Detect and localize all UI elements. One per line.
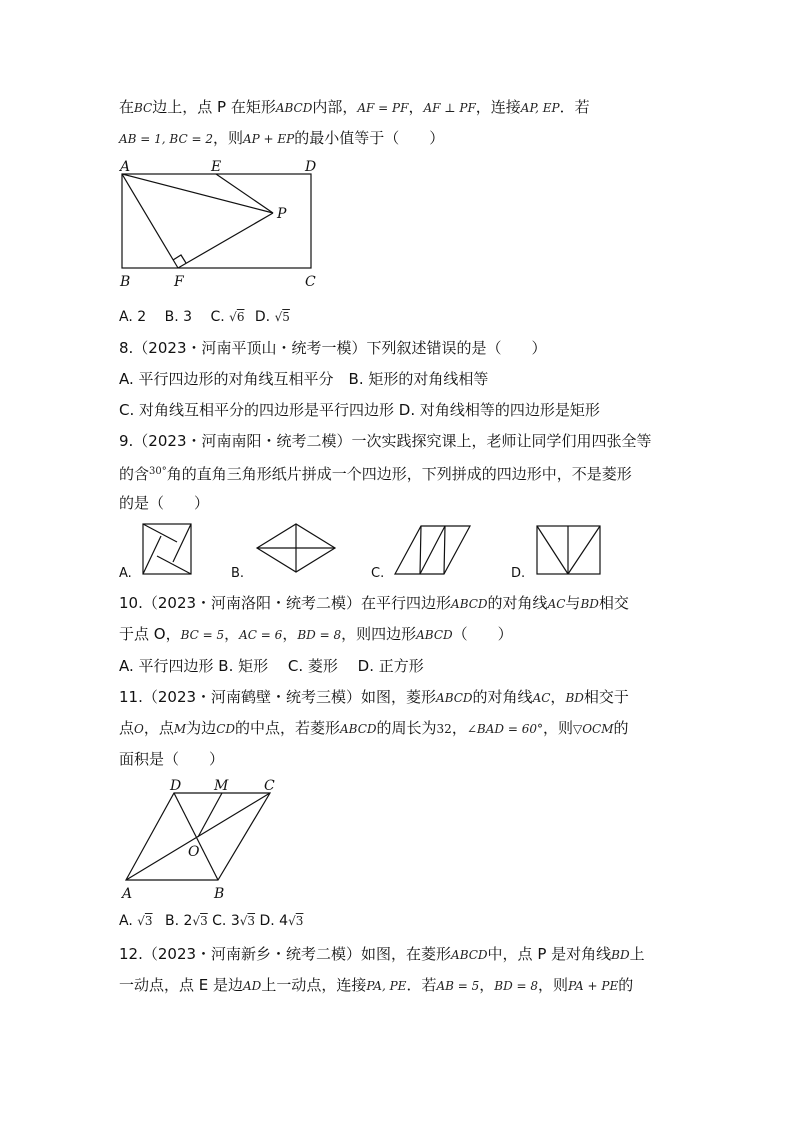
text: 为边: [186, 719, 217, 737]
label-p: P: [277, 206, 287, 222]
option-a-value: √3: [137, 914, 153, 928]
option-b: B. 2: [164, 913, 193, 929]
radicand: 5: [282, 310, 290, 324]
text: 12.（2023・河南新乡・统考二模）如图，在菱形: [119, 945, 452, 963]
math: AP + EP: [243, 132, 295, 146]
option-a: A.: [119, 913, 133, 929]
segment-af: [122, 174, 178, 268]
text: 的周长为: [376, 719, 437, 737]
text: ，: [451, 719, 467, 737]
text: 上一动点，连接: [261, 976, 367, 994]
math: ABCD: [451, 597, 488, 611]
text: ．若: [406, 976, 437, 994]
q10-stem-line-1: [119, 592, 679, 615]
math: ABCD: [436, 691, 473, 705]
q9-stem-line-1: 9.（2023・河南南阳・统考二模）一次实践探究课上，老师让同学们用四张全等: [119, 432, 652, 450]
figure-a-square-pinwheel: [143, 524, 191, 574]
text: 边上，点 P 在矩形: [152, 98, 276, 116]
math: AC: [547, 597, 566, 611]
label-a: A: [120, 159, 131, 175]
q11-rhombus-figure: [112, 776, 292, 904]
option-a: A. 2: [119, 309, 147, 325]
option-b: B. 3: [164, 309, 193, 325]
segment-ep: [216, 174, 273, 213]
label-m: M: [214, 778, 229, 794]
label-d: D: [305, 159, 317, 175]
math: ABCD: [451, 948, 488, 962]
q7-stem-line-1: [119, 96, 679, 119]
text: ，: [479, 976, 495, 994]
math: PA + PE: [568, 979, 619, 993]
text: ，则: [538, 976, 569, 994]
option-c: C. 3: [212, 913, 240, 929]
text: ，则四边形: [341, 625, 417, 643]
q7-options: [119, 307, 290, 327]
text: ，: [282, 625, 298, 643]
text: 11.（2023・河南鹤壁・统考三模）如图，菱形: [119, 688, 437, 706]
figure-d-rectangle: [537, 526, 600, 574]
radicand: 3: [200, 914, 208, 928]
option-c-value: √3: [239, 914, 256, 928]
label-d: D: [170, 778, 182, 794]
math: BC: [134, 101, 153, 115]
segment-ap: [122, 174, 273, 213]
math: BD: [580, 597, 599, 611]
math: ABCD: [275, 101, 313, 115]
math: PA, PE: [366, 979, 407, 993]
angle-30: 30°: [149, 466, 167, 477]
label-o: O: [188, 844, 200, 860]
math: AP, EP: [520, 101, 560, 115]
math: BD = 8: [494, 979, 539, 993]
text: ，则: [542, 719, 573, 737]
text: 的: [618, 976, 634, 994]
math: ABCD: [340, 722, 377, 736]
label-c: C: [264, 778, 275, 794]
segment-fp: [178, 213, 273, 268]
math: AB = 5: [436, 979, 480, 993]
radicand: 3: [247, 914, 256, 928]
q7-rectangle-figure: [112, 156, 327, 292]
option-b-value: √3: [192, 914, 208, 928]
radicand: 3: [295, 914, 304, 928]
text: 内部，: [312, 98, 358, 116]
text: 的对角线: [472, 688, 533, 706]
option-a-label: A.: [119, 566, 132, 581]
q8-options-ab: A. 平行四边形的对角线互相平分 B. 矩形的对角线相等: [119, 370, 489, 388]
math: M: [173, 722, 187, 736]
option-b-label: B.: [231, 566, 245, 581]
text: ，: [550, 688, 566, 706]
q8-stem: 8.（2023・河南平顶山・统考一模）下列叙述错误的是（ ）: [119, 339, 547, 357]
radicand: 6: [236, 310, 245, 324]
text: 10.（2023・河南洛阳・统考二模）在平行四边形: [119, 594, 452, 612]
label-c: C: [305, 274, 316, 290]
q9-stem-line-3: 的是（ ）: [119, 494, 210, 512]
math: CD: [216, 722, 235, 736]
label-e: E: [211, 159, 222, 175]
text: 中，点 P 是对角线: [487, 945, 612, 963]
text: 相交: [598, 594, 629, 612]
math: BC = 5: [180, 628, 225, 642]
text: ，: [408, 98, 424, 116]
text: 相交于: [583, 688, 629, 706]
math: AD: [243, 979, 262, 993]
text: ，则: [212, 129, 243, 147]
option-d-label: D.: [511, 566, 526, 581]
option-c-value: √6: [229, 310, 245, 324]
text: 于点 O，: [119, 625, 181, 643]
q12-stem-line-2: [119, 974, 679, 997]
q7-stem-line-2: [119, 127, 679, 150]
segment-om: [198, 793, 222, 837]
math: AF = PF: [357, 101, 409, 115]
option-c: C.: [210, 309, 225, 325]
option-d: D.: [254, 309, 271, 325]
text: 上: [629, 945, 645, 963]
q11-stem-line-1: [119, 686, 679, 709]
math: ∠BAD = 60°: [466, 722, 543, 736]
math: BD = 8: [297, 628, 342, 642]
math: BD: [565, 691, 584, 705]
text: ，连接: [475, 98, 521, 116]
q11-stem-line-3: 面积是（ ）: [119, 750, 225, 768]
text: ，点: [143, 719, 174, 737]
figure-b-rhombus: [257, 524, 335, 572]
option-d-value: √5: [274, 310, 290, 324]
q9-figures: [115, 518, 615, 586]
label-a: A: [122, 886, 133, 902]
q12-stem-line-1: [119, 943, 679, 966]
label-f: F: [174, 274, 184, 290]
diagonal-bd: [174, 793, 218, 880]
text: （ ）: [452, 625, 513, 643]
figure-c-parallelogram: [395, 526, 470, 574]
label-b: B: [214, 886, 225, 902]
text: 的含: [119, 465, 150, 483]
q10-stem-line-2: [119, 623, 679, 646]
option-c-label: C.: [371, 566, 385, 581]
math: 32: [436, 722, 452, 736]
math: O: [134, 722, 144, 736]
math: ▽OCM: [572, 722, 614, 736]
radicand: 3: [144, 914, 153, 928]
text: ．若: [559, 98, 590, 116]
q11-options: [119, 911, 303, 931]
math: AF ⊥ PF: [423, 101, 476, 115]
math: ABCD: [416, 628, 453, 642]
math: AB = 1, BC = 2: [119, 132, 213, 146]
q9-stem-line-2: [119, 461, 679, 485]
option-d: D. 4: [259, 913, 289, 929]
text: 在: [119, 98, 135, 116]
text: 点: [119, 719, 135, 737]
q8-options-cd: C. 对角线互相平分的四边形是平行四边形 D. 对角线相等的四边形是矩形: [119, 401, 600, 419]
text: 与: [565, 594, 581, 612]
text: 角的直角三角形纸片拼成一个四边形，下列拼成的四边形中，不是菱形: [166, 465, 632, 483]
math: AC = 6: [239, 628, 283, 642]
q11-stem-line-2: [119, 717, 679, 740]
math: AC: [532, 691, 551, 705]
text: 的: [613, 719, 629, 737]
text: 的最小值等于（ ）: [294, 129, 445, 147]
text: ，: [224, 625, 240, 643]
math: BD: [611, 948, 630, 962]
q10-options: A. 平行四边形 B. 矩形 C. 菱形 D. 正方形: [119, 657, 424, 675]
option-d-value: √3: [288, 914, 304, 928]
text: 的中点，若菱形: [235, 719, 341, 737]
text: 一动点，点 E 是边: [119, 976, 244, 994]
text: 的对角线: [487, 594, 548, 612]
label-b: B: [120, 274, 131, 290]
